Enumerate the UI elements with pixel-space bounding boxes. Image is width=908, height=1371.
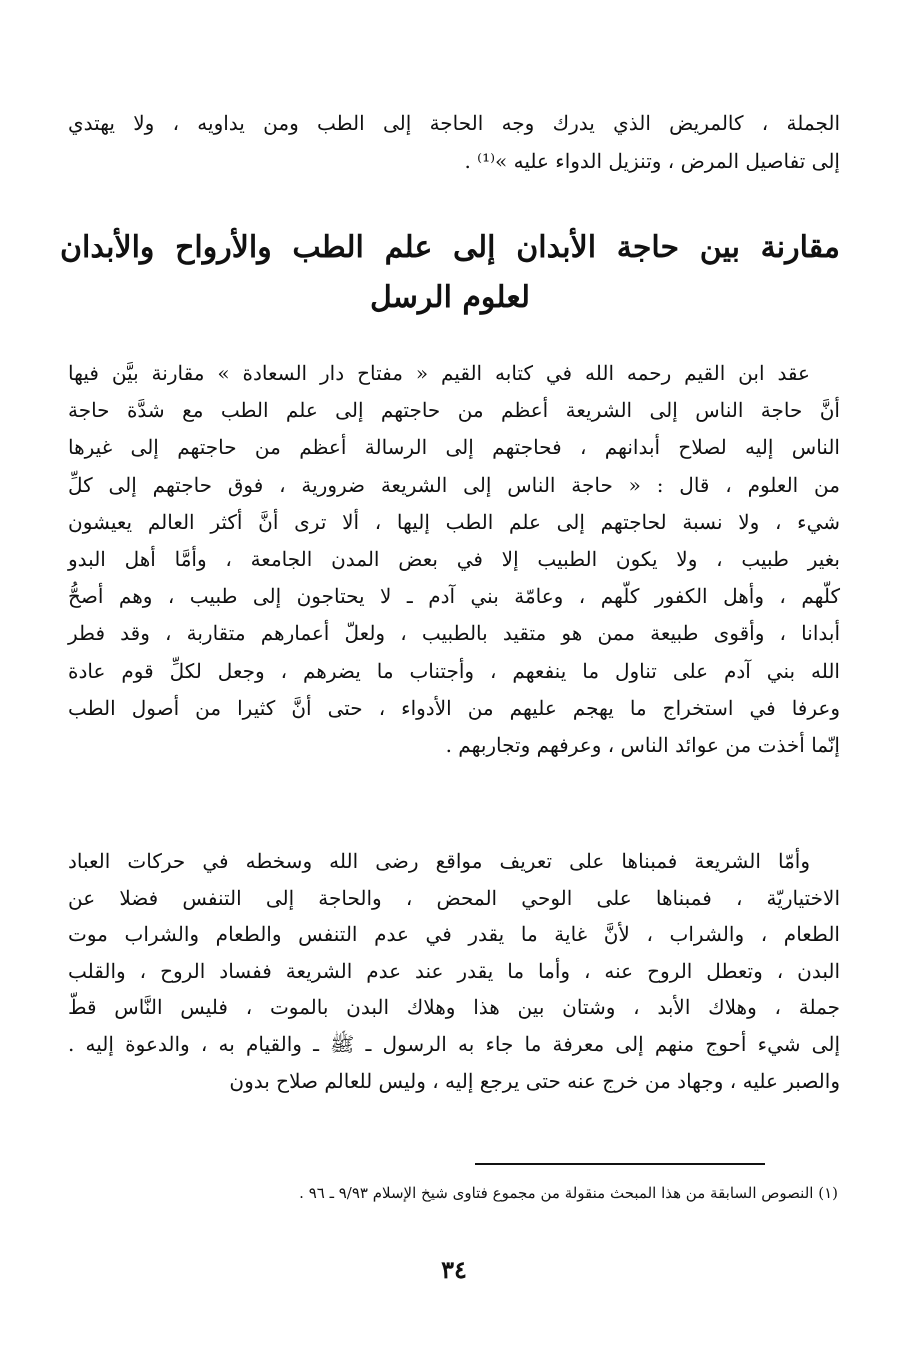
text-line: أبدانا ، وأقوى طبيعة ممن هو متقيد بالطبيب ، ولعلّ أعمارهم متقاربة ، وقد فطر [68,621,840,646]
text-line: بغير طبيب ، ولا يكون الطبيب إلا في بعض المدن الجامعة ، وأمَّا أهل البدو [68,547,840,571]
text-line: البدن ، وتعطل الروح عنه ، وأما ما يقدر عند عدم الشريعة ففساد الروح ، والقلب [68,958,840,983]
text-line: من العلوم ، قال : « حاجة الناس إلى الشريعة ضرورية ، فوق حاجتهم إلى كلِّ [68,472,840,497]
text-line: وأمّا الشريعة فمبناها على تعريف مواقع رضى الله وسخطه في حركات العباد [68,849,810,873]
text-line: جملة ، وهلاك الأبد ، وشتان بين هذا وهلاك البدن بالموت ، فليس النَّاس قطّ [68,995,840,1020]
section-heading: مقارنة بين حاجة الأبدان إلى علم الطب والأرواح والأبدان [60,230,840,265]
text-line: وعرفا في استخراج ما يهجم عليهم من الأدواء ، حتى أنَّ كثيرا من أصول الطب [68,695,840,720]
text-line: الاختياريّة ، فمبناها على الوحي المحض ، والحاجة إلى التنفس فضلا عن [68,885,840,910]
footnote-divider [475,1163,765,1165]
text-line: عقد ابن القيم رحمه الله في كتابه القيم « مفتاح دار السعادة » مقارنة بيَّن فيها [68,361,810,385]
text-line: الله بني آدم على تناول ما ينفعهم ، وأجتناب ما يضرهم ، وجعل لكلِّ قوم عادة [68,658,840,683]
text-line: الناس إليه لصلاح أبدانهم ، فحاجتهم إلى الرسالة أعظم من حاجتهم إلى غيرها [68,435,840,460]
text-line: كلّهم ، وأهل الكفور كلّهم ، وعامّة بني آدم ـ لا يحتاجون إلى طبيب ، وهم أصحُّ [68,584,840,609]
text-line: إلى شيء أحوج منهم إلى معرفة ما جاء به الرسول ـ ﷺ ـ والقيام به ، والدعوة إليه . [68,1032,840,1056]
text-line: الطعام ، والشراب ، لأنَّ غاية ما يقدر في عدم التنفس والطعام والشراب موت [68,922,840,947]
text-line: إنّما أخذت من عوائد الناس ، وعرفهم وتجاربهم . [445,733,840,757]
section-heading-continued: لعلوم الرسل [370,280,530,315]
text-line: والصبر عليه ، وجهاد من خرج عنه حتى يرجع إليه ، وليس للعالم صلاح بدون [229,1068,840,1093]
text-line: الجملة ، كالمريض الذي يدرك وجه الحاجة إلى الطب ومن يداويه ، ولا يهتدي [68,111,841,135]
footnote: (١) النصوص السابقة من هذا المبحث منقولة من مجموع فتاوى شيخ الإسلام ٩/٩٣ ـ ٩٦ . [299,1184,838,1202]
page-number: ٣٤ [441,1255,467,1284]
text-line: شيء ، ولا نسبة لحاجتهم إلى علم الطب إليها ، ألا ترى أنَّ أكثر العالم يعيشون [68,509,840,534]
text-line: أنَّ حاجة الناس إلى الشريعة أعظم من حاجتهم إلى علم الطب مع شدَّة حاجة [68,398,840,423]
text-line: إلى تفاصيل المرض ، وتنزيل الدواء عليه »⁽¹⁾ . [464,149,840,173]
